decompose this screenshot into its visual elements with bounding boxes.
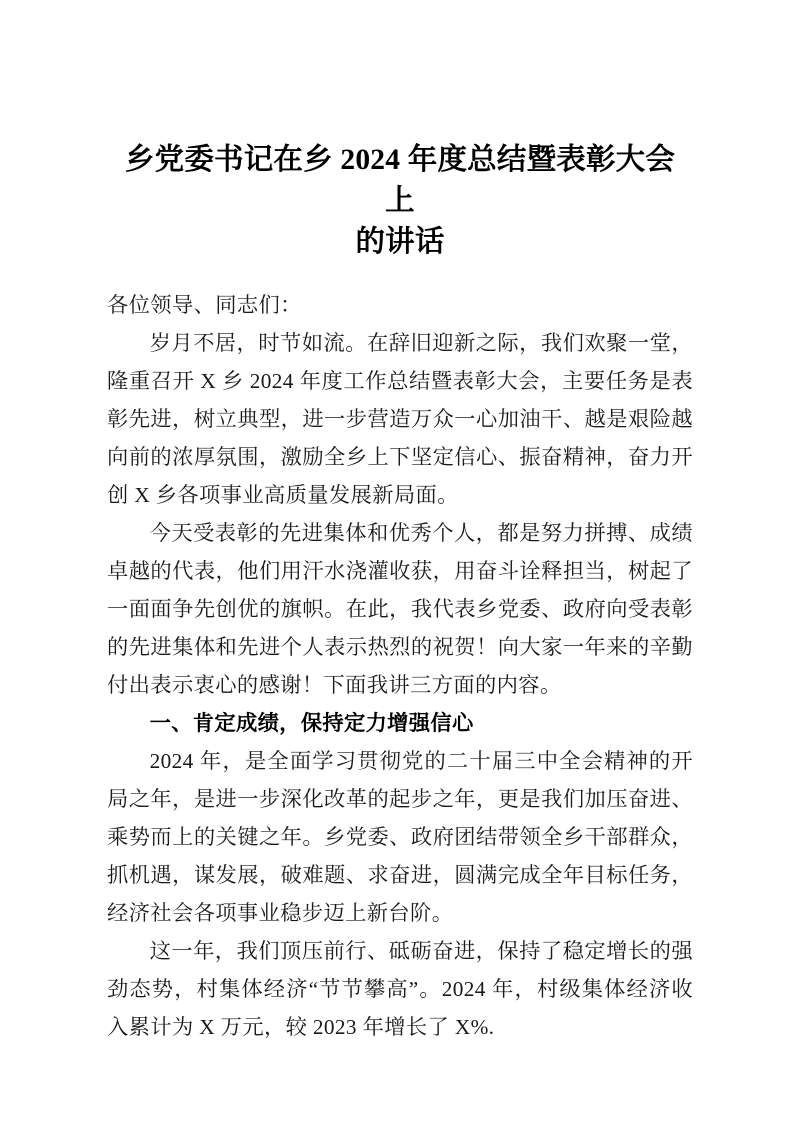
paragraph-congratulations: 今天受表彰的先进集体和优秀个人，都是努力拼搏、成绩卓越的代表，他们用汗水浇灌收获，用奋斗诠释担当，树起了一面面争先创优的旗帜。在此，我代表乡党委、政府向受表彰的先进集体和先进个人表示热烈的祝贺！向大家一年来的辛勤付出表示衷心的感谢！下面我讲三方面的内容。 bbox=[107, 521, 693, 697]
title-spacer bbox=[107, 263, 693, 286]
paragraph-opening-remarks: 岁月不居，时节如流。在辞旧迎新之际，我们欢聚一堂，隆重召开 X 乡 2024 年度工作总结暨表彰大会，主要任务是表彰先进，树立典型，进一步营造万众一心加油干、越是艰险越向前的浓厚氛围，激励全乡上下坚定信心、振奋精神，奋力开创 X 乡各项事业高质量发展新局面。 bbox=[107, 331, 693, 507]
page-title-line-2: 的讲话 bbox=[355, 226, 445, 258]
page-title-line-1: 乡党委书记在乡 2024 年度总结暨表彰大会上 bbox=[124, 144, 676, 217]
page-title bbox=[107, 140, 693, 263]
paragraph-year-review: 2024 年，是全面学习贯彻党的二十届三中全会精神的开局之年，是进一步深化改革的起步之年，更是我们加压奋进、乘势而上的关键之年。乡党委、政府团结带领全乡干部群众，抓机遇，谋发展，破难题、求奋进，圆满完成全年目标任务，经济社会各项事业稳步迈上新台阶。 bbox=[107, 749, 693, 925]
salutation: 各位领导、同志们： bbox=[107, 293, 302, 317]
document-body bbox=[107, 140, 693, 1046]
paragraph-collective-economy: 这一年，我们顶压前行、砥砺奋进，保持了稳定增长的强劲态势，村集体经济“节节攀高”。2024 年，村级集体经济收入累计为 X 万元，较 2023 年增长了 X%. bbox=[107, 939, 693, 1039]
section-heading-one: 一、肯定成绩，保持定力增强信心 bbox=[149, 711, 474, 735]
